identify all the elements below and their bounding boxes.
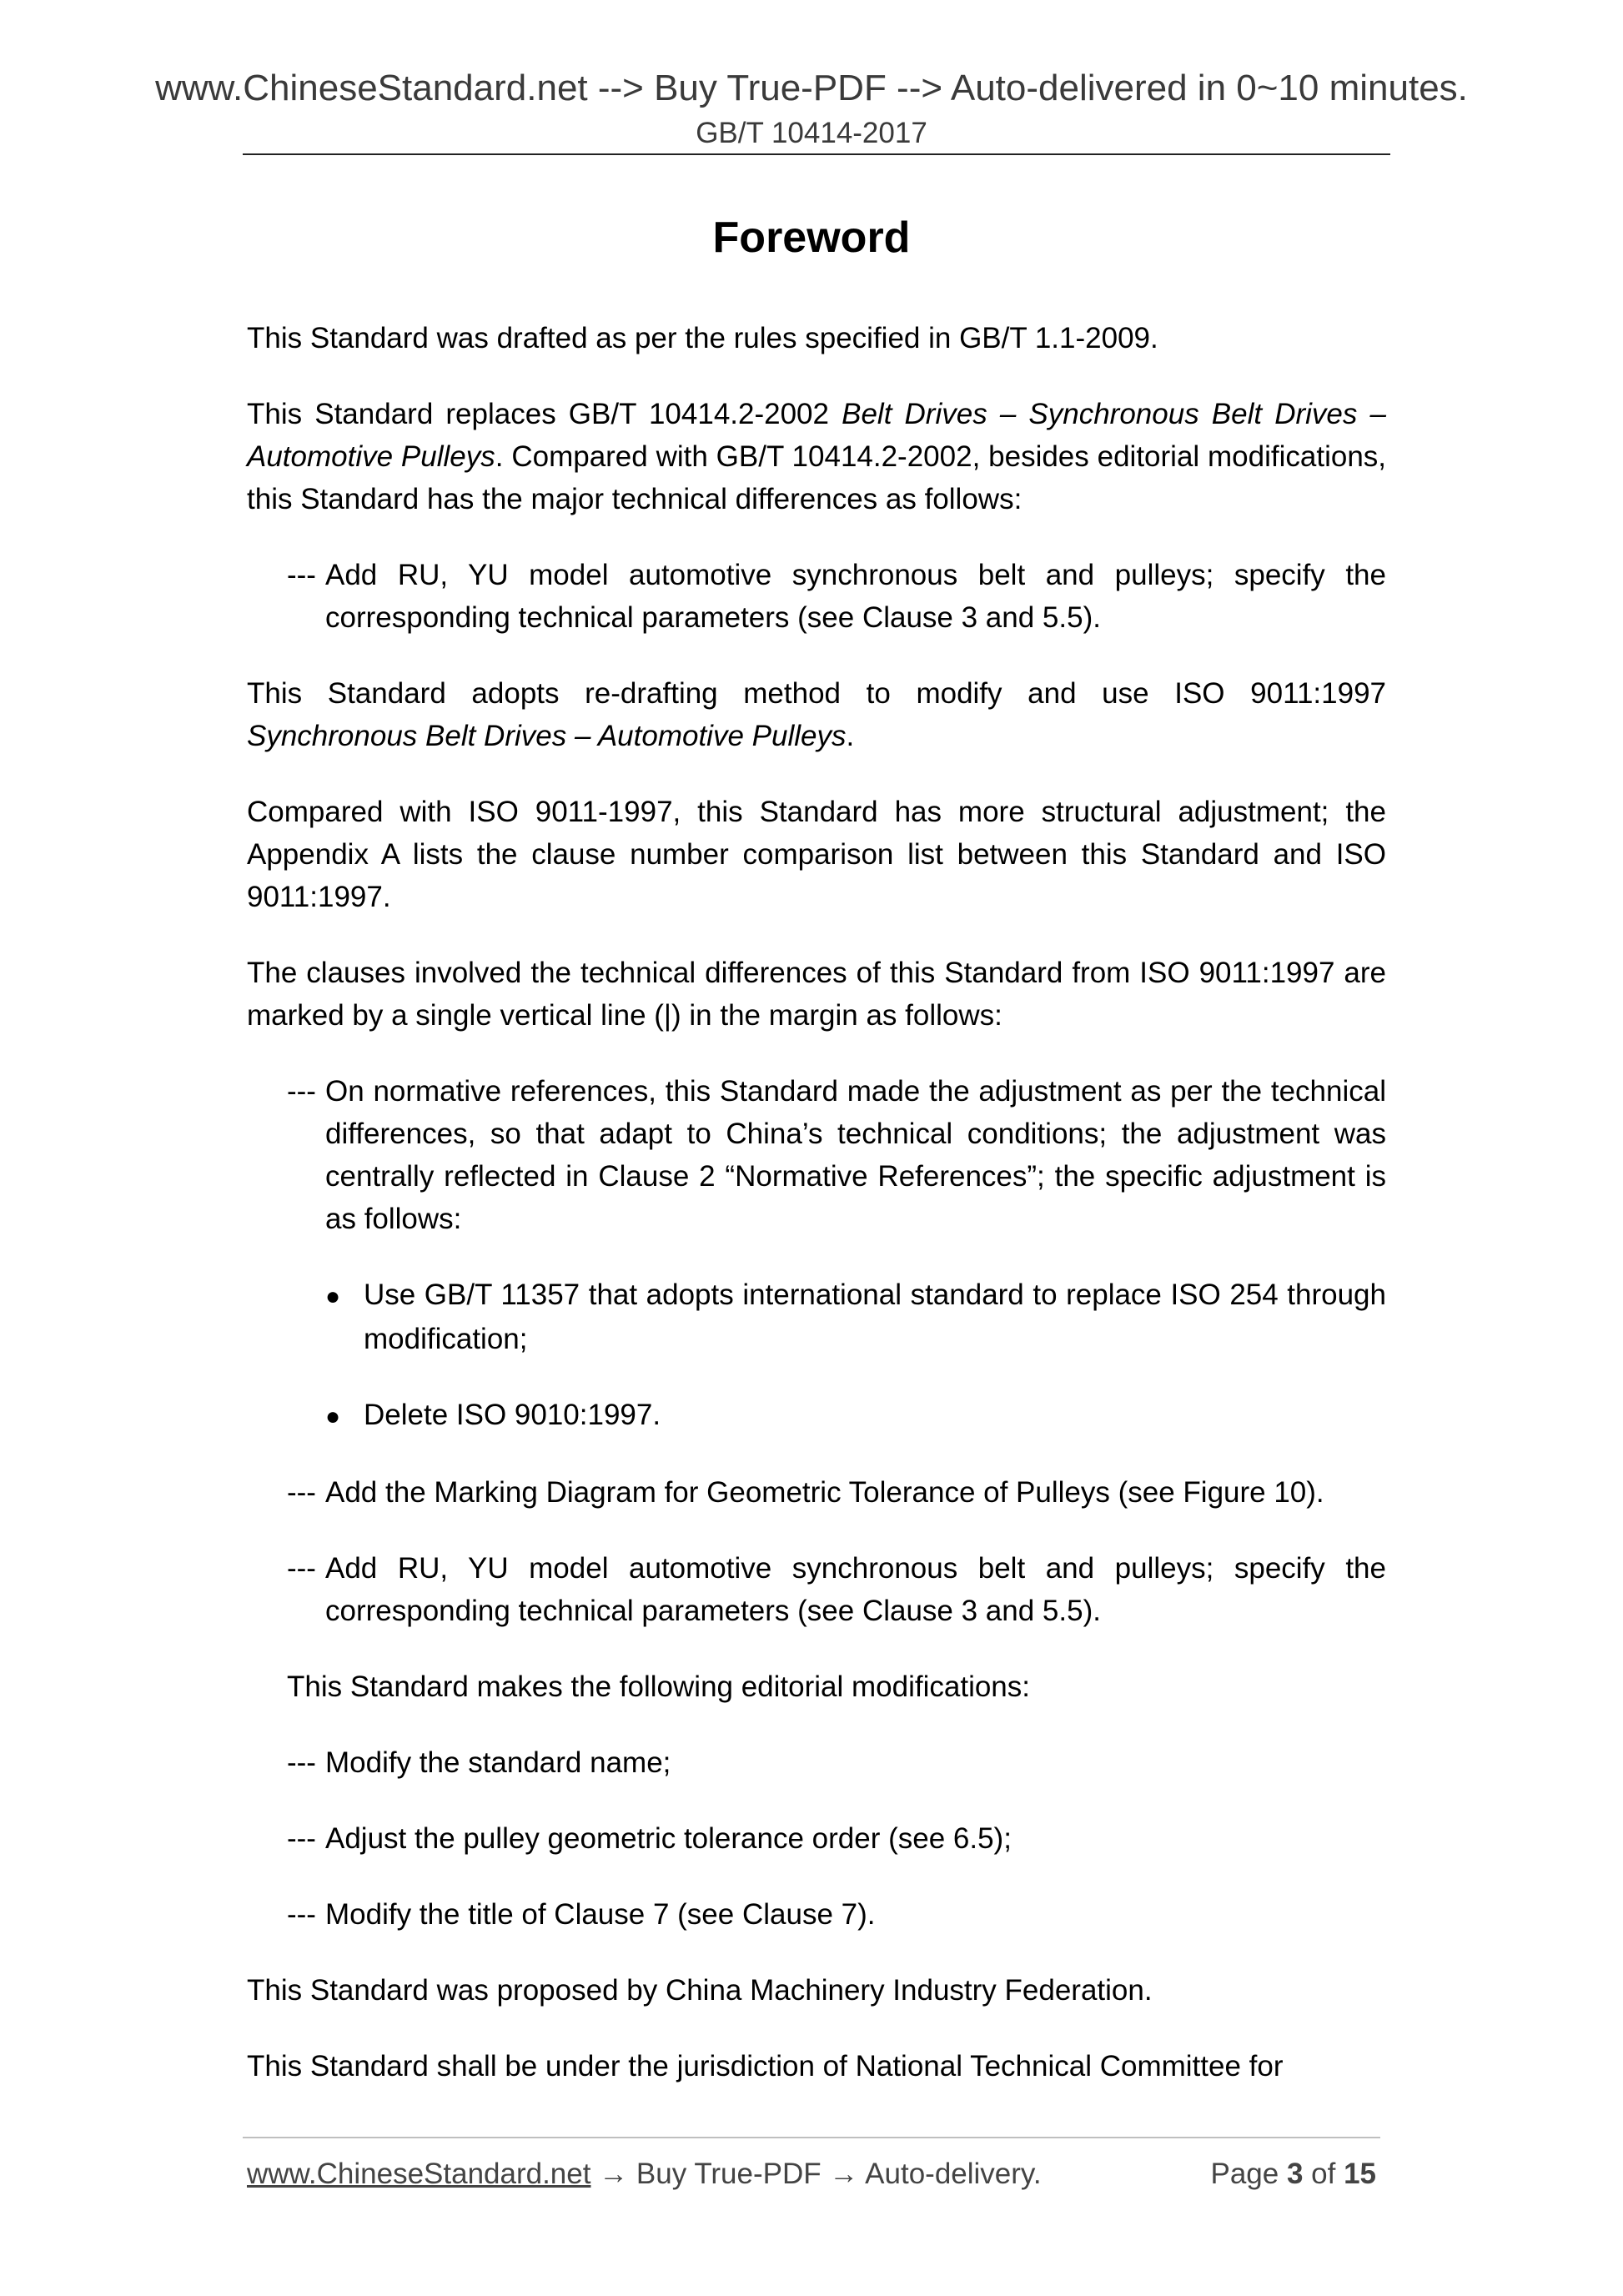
paragraph-proposed-by: This Standard was proposed by China Machinery Industry Federation.: [247, 1974, 1153, 2007]
list-item: [287, 1471, 1386, 1514]
footer-promo: [247, 2155, 1042, 2193]
paragraph-adoption-text-b: .: [846, 720, 855, 752]
list-item-text: Modify the title of Clause 7 (see Clause 7).: [325, 1898, 876, 1931]
document-body: [247, 317, 1386, 2088]
page-title: Foreword: [712, 214, 911, 262]
list-item-text: On normative references, this Standard made the adjustment as per the technical differences, so that adapt to China’s technical conditions; the adjustment was centrally reflected in Clause 2 “Normative References”; the specific adjustment is as follows:: [325, 1075, 1386, 1235]
bullet-item-text: Use GB/T 11357 that adopts international standard to replace ISO 254 through modification;: [364, 1279, 1386, 1355]
bullet-item: [325, 1274, 1386, 1360]
paragraph-jurisdiction: This Standard shall be under the jurisdiction of National Technical Committee for: [247, 2050, 1284, 2082]
list-item: [287, 1741, 1386, 1784]
dash-marker: ---: [287, 1898, 316, 1931]
iso-standard-title: Synchronous Belt Drives – Automotive Pulleys: [247, 720, 847, 752]
paragraph-replaces: [247, 393, 1386, 520]
replaced-standard-title: Belt Drives – Synchronous Belt Drives – Automotive Pulleys: [247, 398, 1386, 473]
list-item-text: Modify the standard name;: [325, 1746, 671, 1779]
dash-marker: ---: [287, 559, 316, 591]
list-item-text: Add RU, YU model automotive synchronous belt and pulleys; specify the corresponding technical parameters (see Clause 3 and 5.5).: [325, 1552, 1386, 1627]
page-indicator: [1210, 2155, 1376, 2193]
bullet-item-text: Delete ISO 9010:1997.: [364, 1399, 661, 1431]
page-number: 3: [1286, 2158, 1304, 2190]
paragraph-adoption: [247, 672, 1386, 757]
paragraph-replaces-text-a: This Standard replaces GB/T 10414.2-2002: [247, 398, 842, 430]
dash-marker: ---: [287, 1476, 316, 1509]
list-item: [287, 554, 1386, 639]
dash-marker: ---: [287, 1822, 316, 1855]
paragraph-structural-adjustment: Compared with ISO 9011-1997, this Standard has more structural adjustment; the Appendix A lists the clause number comparison list between this Standard and ISO 9011:1997.: [247, 796, 1386, 913]
list-item: [287, 1547, 1386, 1632]
bullet-item: [325, 1394, 1386, 1438]
dash-marker: ---: [287, 1746, 316, 1779]
paragraph-technical-differences: The clauses involved the technical differences of this Standard from ISO 9011:1997 are marked by a single vertical line (|) in the margin as follows:: [247, 957, 1386, 1032]
list-item-text: Add the Marking Diagram for Geometric Tolerance of Pulleys (see Figure 10).: [325, 1476, 1324, 1509]
footer-promo-text: → Buy True-PDF → Auto-delivery.: [590, 2158, 1042, 2190]
bullet-icon: ●: [325, 1403, 341, 1430]
page-label: Page: [1210, 2158, 1287, 2190]
page-total: 15: [1344, 2158, 1376, 2190]
paragraph-adoption-text-a: This Standard adopts re-drafting method to modify and use ISO 9011:1997: [247, 677, 1386, 710]
list-item-text: Add RU, YU model automotive synchronous belt and pulleys; specify the corresponding technical parameters (see Clause 3 and 5.5).: [325, 559, 1386, 634]
document-code: GB/T 10414-2017: [696, 117, 927, 149]
paragraph-editorial-intro: This Standard makes the following editorial modifications:: [287, 1671, 1030, 1703]
footer-divider: [243, 2137, 1380, 2138]
list-item-text: Adjust the pulley geometric tolerance order (see 6.5);: [325, 1822, 1012, 1855]
list-item: [287, 1817, 1386, 1860]
header-banner: www.ChineseStandard.net --> Buy True-PDF --> Auto-delivered in 0~10 minutes.: [155, 68, 1468, 108]
dash-marker: ---: [287, 1552, 316, 1585]
paragraph-replaces-text-b: . Compared with GB/T 10414.2-2002, besides editorial modifications, this Standard has the major technical differences as follows:: [247, 440, 1387, 515]
footer-website-link[interactable]: www.ChineseStandard.net: [247, 2158, 591, 2190]
page-of-label: of: [1303, 2158, 1344, 2190]
list-item: [287, 1070, 1386, 1240]
bullet-icon: ●: [325, 1283, 341, 1310]
header-divider: [243, 153, 1390, 155]
paragraph-drafting-rules: This Standard was drafted as per the rules specified in GB/T 1.1-2009.: [247, 322, 1158, 354]
dash-marker: ---: [287, 1075, 316, 1108]
list-item: [287, 1893, 1386, 1936]
